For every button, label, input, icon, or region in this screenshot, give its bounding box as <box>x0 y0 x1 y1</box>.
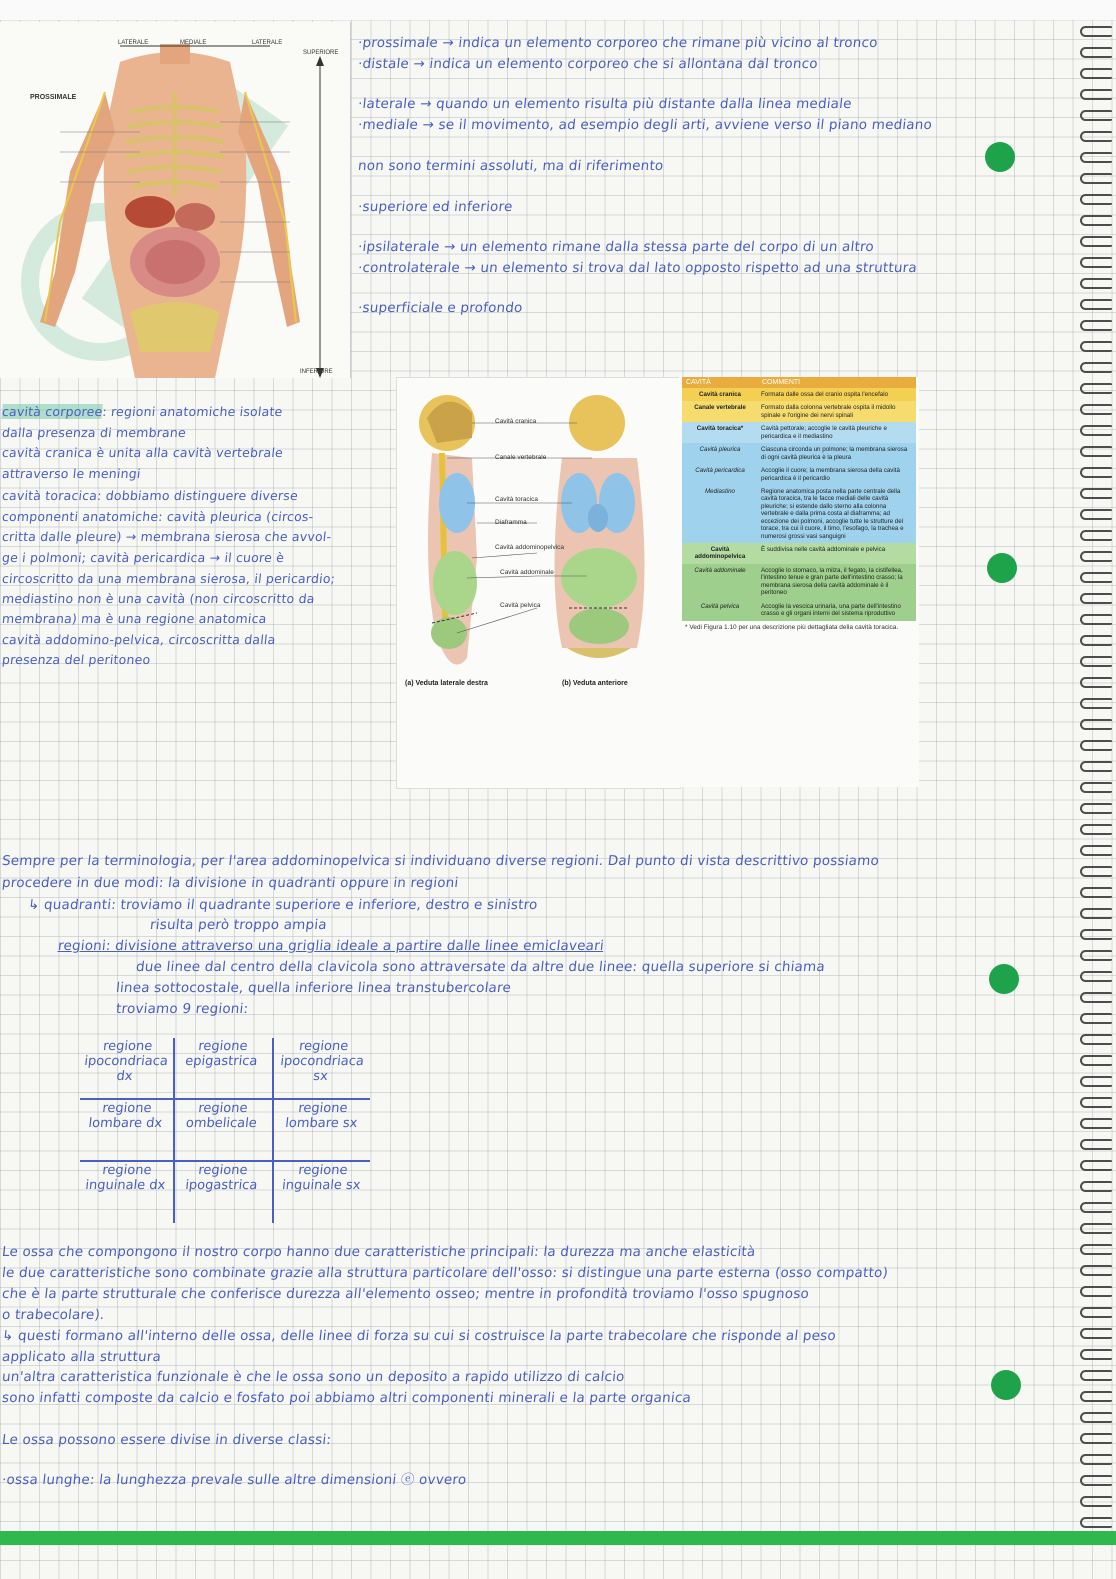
cavity-comment: Ciascuna circonda un polmone; la membrana sierosa di ogni cavità pleurica è la pleura <box>758 443 916 464</box>
spiral-ring <box>1080 635 1112 646</box>
spiral-ring <box>1080 173 1112 184</box>
note-superficiale: ·superficiale e profondo <box>357 300 524 316</box>
direction-label: LATERALE <box>118 40 149 46</box>
spiral-ring <box>1080 467 1112 478</box>
note-ipsilaterale: ·ipsilaterale → un elemento rimane dalla stessa parte del corpo di un altro <box>357 239 875 255</box>
regions-note: risulta però troppo ampia <box>149 917 328 933</box>
regions-note: procedere in due modi: la divisione in quadranti oppure in regioni <box>1 875 460 891</box>
cavity-comment: Cavità pettorale; accoglie le cavità pleuriche e pericardica e il mediastino <box>758 422 916 443</box>
spiral-ring <box>1080 1496 1112 1507</box>
spiral-ring <box>1080 1286 1112 1297</box>
spiral-ring <box>1080 950 1112 961</box>
table-footnote: * Vedi Figura 1.10 per una descrizione più dettagliata della cavità toracica. <box>685 623 899 631</box>
note-superiore: ·superiore ed inferiore <box>357 199 514 215</box>
bone-note: le due caratteristiche sono combinate grazie alla struttura particolare dell'osso: si distingue una parte esterna (osso compatto) <box>1 1265 889 1281</box>
region-cell: regione lombare sx <box>284 1101 359 1131</box>
spiral-ring <box>1080 1244 1112 1255</box>
table-row <box>682 401 916 422</box>
direction-label: LATERALE <box>252 40 283 46</box>
cavity-name: Cavità toracica* <box>682 422 758 443</box>
cavity-notes-line: ge i polmoni; cavità pericardica → il cuore è <box>1 550 285 565</box>
regions-note: due linee dal centro della clavicola sono attraversate da altre due linee: quella superiore si chiama <box>135 959 826 975</box>
bone-note: un'altra caratteristica funzionale è che le ossa sono un deposito a rapido utilizzo di calcio <box>1 1369 626 1385</box>
spiral-ring <box>1080 908 1112 919</box>
spiral-ring <box>1080 1475 1112 1486</box>
spiral-ring <box>1080 698 1112 709</box>
cavity-name: Cavità addominopelvica <box>682 543 758 564</box>
note-laterale: ·laterale → quando un elemento risulta più distante dalla linea mediale <box>357 96 853 112</box>
cavity-notes-line: cavità toracica: dobbiamo distinguere diverse <box>1 488 299 503</box>
bone-note: ↳ questi formano all'interno delle ossa, delle linee di forza su cui si costruisce la parte trabecolare che risponde al peso <box>1 1328 837 1344</box>
cavity-comment: È suddivisa nelle cavità addominale e pelvica <box>758 543 916 564</box>
spiral-ring <box>1080 425 1112 436</box>
spiral-ring <box>1080 320 1112 331</box>
note-mediale: ·mediale → se il movimento, ad esempio degli arti, avviene verso il piano mediano <box>357 117 933 133</box>
anatomy-figure <box>0 22 351 378</box>
spiral-ring <box>1080 26 1112 37</box>
region-cell: regione inguinale dx <box>84 1163 167 1193</box>
spiral-ring <box>1080 1223 1112 1234</box>
spiral-ring <box>1080 1265 1112 1276</box>
cavity-notes-line: membrana) ma è una regione anatomica <box>1 611 268 626</box>
cavity-notes-line: cavità addomino-pelvica, circoscritta dalla <box>1 632 277 647</box>
spiral-ring <box>1080 614 1112 625</box>
region-cell: regione ipocondriaca dx <box>83 1039 169 1084</box>
spiral-ring <box>1080 1202 1112 1213</box>
spiral-ring <box>1080 1517 1112 1528</box>
spiral-ring <box>1080 194 1112 205</box>
region-cell: regione ipogastrica <box>184 1163 259 1193</box>
regions-note: Sempre per la terminologia, per l'area addominopelvica si individuano diverse regioni. Dal punto di vista descrittivo possiamo <box>1 853 880 869</box>
region-cell: regione lombare dx <box>87 1101 163 1131</box>
label-cavita-addominopelvica: Cavità addominopelvica <box>495 544 565 551</box>
spiral-ring <box>1080 1055 1112 1066</box>
body-cavities-figure <box>396 377 681 789</box>
bone-note: ·ossa lunghe: la lunghezza prevale sulle altre dimensioni ⓔ ovvero <box>1 1472 468 1488</box>
cavity-name: Cavità pericardica <box>682 464 758 485</box>
spiral-ring <box>1080 551 1112 562</box>
spiral-ring <box>1080 530 1112 541</box>
spiral-ring <box>1080 110 1112 121</box>
punch-hole <box>989 964 1019 994</box>
spiral-ring <box>1080 1118 1112 1129</box>
label-cavita-toracica: Cavità toracica <box>495 496 538 503</box>
table-row <box>682 485 916 543</box>
spiral-ring <box>1080 593 1112 604</box>
regions-grid <box>80 1038 380 1228</box>
spiral-ring <box>1080 47 1112 58</box>
spiral-ring <box>1080 299 1112 310</box>
spiral-ring <box>1080 236 1112 247</box>
spiral-ring <box>1080 341 1112 352</box>
cavity-comment: Formata dalle ossa del cranio ospita l'encefalo <box>758 388 916 401</box>
region-cell: regione inguinale sx <box>281 1163 362 1193</box>
bone-note: sono infatti composte da calcio e fosfato poi abbiamo altri componenti minerali e la parte organica <box>1 1390 692 1406</box>
cavity-comment: Accoglie lo stomaco, la milza, il fegato, la cistifellea, l'intestino tenue e gran parte dell'intestino crasso; la membrana sierosa della cavità addominale è il peritoneo <box>758 564 916 600</box>
spiral-ring <box>1080 509 1112 520</box>
cavity-comment: Accoglie il cuore; la membrana sierosa della cavità pericardica è il pericardio <box>758 464 916 485</box>
punch-hole <box>987 553 1017 583</box>
spiral-ring <box>1080 761 1112 772</box>
spiral-ring <box>1080 362 1112 373</box>
region-cell: regione ipocondriaca sx <box>279 1039 365 1084</box>
note-controlaterale: ·controlaterale → un elemento si trova dal lato opposto rispetto ad una struttura <box>357 260 918 276</box>
body-cavities-illustration <box>397 378 680 788</box>
cavity-notes-line: cavità corporee: regioni anatomiche isolate <box>1 404 284 419</box>
region-cell: regione ombelicale <box>185 1101 258 1131</box>
spiral-ring <box>1080 971 1112 982</box>
spiral-ring <box>1080 1139 1112 1150</box>
spiral-ring <box>1080 1097 1112 1108</box>
cavity-notes-line: presenza del peritoneo <box>1 652 152 667</box>
cavity-notes-line: circoscritto da una membrana sierosa, il pericardio; <box>1 571 336 586</box>
anatomy-illustration <box>0 22 350 378</box>
spiral-ring <box>1080 866 1112 877</box>
direction-label: MEDIALE <box>180 40 207 46</box>
spiral-ring <box>1080 719 1112 730</box>
cavity-table <box>679 377 919 787</box>
note-distale: ·distale → indica un elemento corporeo che si allontana dal tronco <box>357 56 819 72</box>
cavity-notes-line: critta dalle pleure) → membrana sierosa che avvol- <box>1 529 333 544</box>
spiral-ring <box>1080 383 1112 394</box>
caption-anterior: (b) Veduta anteriore <box>562 680 628 687</box>
regions-note: troviamo 9 regioni: <box>115 1001 250 1017</box>
cavity-name: Cavità pelvica <box>682 600 758 621</box>
spiral-ring <box>1080 446 1112 457</box>
table-row <box>682 388 916 401</box>
cavity-name: Mediastino <box>682 485 758 543</box>
spiral-ring <box>1080 89 1112 100</box>
spiral-ring <box>1080 740 1112 751</box>
cavity-table-grid <box>682 377 916 621</box>
table-row <box>682 422 916 443</box>
label-diaframma: Diaframma <box>495 519 527 526</box>
spiral-ring <box>1080 215 1112 226</box>
cavity-name: Cavità cranica <box>682 388 758 401</box>
spiral-ring <box>1080 887 1112 898</box>
cavity-comment: Regione anatomica posta nella parte centrale della cavità toracica, tra le facce mediali delle cavità pleuriche; si estende dallo sterno alla colonna vertebrale e dalla prima costa al diaframma; ad eccezione dei polmoni, accoglie tutte le strutture del torace, tra cui il cuore, il timo, l'esofago, la trachea e numerosi grossi vasi sanguigni <box>758 485 916 543</box>
spiral-ring <box>1080 824 1112 835</box>
spiral-ring <box>1080 131 1112 142</box>
label-cavita-cranica: Cavità cranica <box>495 418 537 425</box>
inferior-label: INFERIORE <box>300 369 333 375</box>
proximal-label: PROSSIMALE <box>30 94 77 101</box>
bone-note: o trabecolare). <box>1 1307 106 1323</box>
spiral-ring <box>1080 1076 1112 1087</box>
spiral-ring <box>1080 257 1112 268</box>
spiral-ring <box>1080 1328 1112 1339</box>
label-cavita-addominale: Cavità addominale <box>500 569 554 576</box>
spiral-binding <box>1076 20 1116 1530</box>
cavity-notes-line: cavità cranica è unita alla cavità vertebrale <box>1 445 284 460</box>
notebook-bottom-edge <box>0 1531 1116 1545</box>
region-cell: regione epigastrica <box>184 1039 259 1069</box>
regions-note: ↳ quadranti: troviamo il quadrante superiore e inferiore, destro e sinistro <box>27 897 539 913</box>
spiral-ring <box>1080 1454 1112 1465</box>
spiral-ring <box>1080 1349 1112 1360</box>
spiral-ring <box>1080 1433 1112 1444</box>
spiral-ring <box>1080 152 1112 163</box>
label-canale-vertebrale: Canale vertebrale <box>495 454 547 461</box>
regions-note: regioni: divisione attraverso una griglia ideale a partire dalle linee emiclaveari <box>57 938 605 954</box>
table-row <box>682 600 916 621</box>
cavity-name: Cavità addominale <box>682 564 758 600</box>
spiral-ring <box>1080 782 1112 793</box>
cavity-name: Cavità pleurica <box>682 443 758 464</box>
spiral-ring <box>1080 488 1112 499</box>
cavity-heading: cavità corporee <box>1 404 104 419</box>
bone-note: Le ossa possono essere divise in diverse classi: <box>1 1432 332 1448</box>
spiral-ring <box>1080 572 1112 583</box>
spiral-ring <box>1080 656 1112 667</box>
table-row <box>682 543 916 564</box>
regions-note: linea sottocostale, quella inferiore linea transtubercolare <box>115 980 512 996</box>
spiral-ring <box>1080 1034 1112 1045</box>
punch-hole <box>991 1370 1021 1400</box>
punch-hole <box>985 142 1015 172</box>
bone-note: applicato alla struttura <box>1 1349 162 1365</box>
cavity-notes-line: componenti anatomiche: cavità pleurica (circos- <box>1 509 315 524</box>
spiral-ring <box>1080 992 1112 1003</box>
table-header-cavita: CAVITÀ <box>682 377 758 388</box>
table-row <box>682 564 916 600</box>
page-top-edge <box>0 0 1116 20</box>
spiral-ring <box>1080 803 1112 814</box>
spiral-ring <box>1080 1307 1112 1318</box>
cavity-comment: Accoglie la vescica urinaria, una parte dell'intestino crasso e gli organi interni del sistema riproduttivo <box>758 600 916 621</box>
spiral-ring <box>1080 1013 1112 1024</box>
table-header-commenti: COMMENTI <box>758 377 916 388</box>
cavity-notes-line: attraverso le meningi <box>1 466 142 481</box>
superior-label: SUPERIORE <box>303 50 339 56</box>
spiral-ring <box>1080 1391 1112 1402</box>
cavity-notes-line: mediastino non è una cavità (non circoscritto da <box>1 591 316 606</box>
cavity-notes-line: dalla presenza di membrane <box>1 425 187 440</box>
spiral-ring <box>1080 1181 1112 1192</box>
note-riferimento: non sono termini assoluti, ma di riferimento <box>357 158 665 174</box>
spiral-ring <box>1080 845 1112 856</box>
label-cavita-pelvica: Cavità pelvica <box>500 602 541 609</box>
note-prossimale: ·prossimale → indica un elemento corporeo che rimane più vicino al tronco <box>357 35 879 51</box>
table-row <box>682 464 916 485</box>
spiral-ring <box>1080 1370 1112 1381</box>
spiral-ring <box>1080 1412 1112 1423</box>
cavity-name: Canale vertebrale <box>682 401 758 422</box>
bone-note: Le ossa che compongono il nostro corpo hanno due caratteristiche principali: la durezza ma anche elasticità <box>1 1244 757 1260</box>
spiral-ring <box>1080 677 1112 688</box>
spiral-ring <box>1080 929 1112 940</box>
cavity-comment: Formato dalla colonna vertebrale ospita il midollo spinale e l'origine dei nervi spinali <box>758 401 916 422</box>
spiral-ring <box>1080 404 1112 415</box>
bone-note: che è la parte strutturale che conferisce durezza all'elemento osseo; mentre in profondità troviamo l'osso spugnoso <box>1 1286 810 1302</box>
spiral-ring <box>1080 278 1112 289</box>
spiral-ring <box>1080 68 1112 79</box>
spiral-ring <box>1080 1160 1112 1171</box>
table-row <box>682 443 916 464</box>
caption-lateral: (a) Veduta laterale destra <box>405 680 488 687</box>
